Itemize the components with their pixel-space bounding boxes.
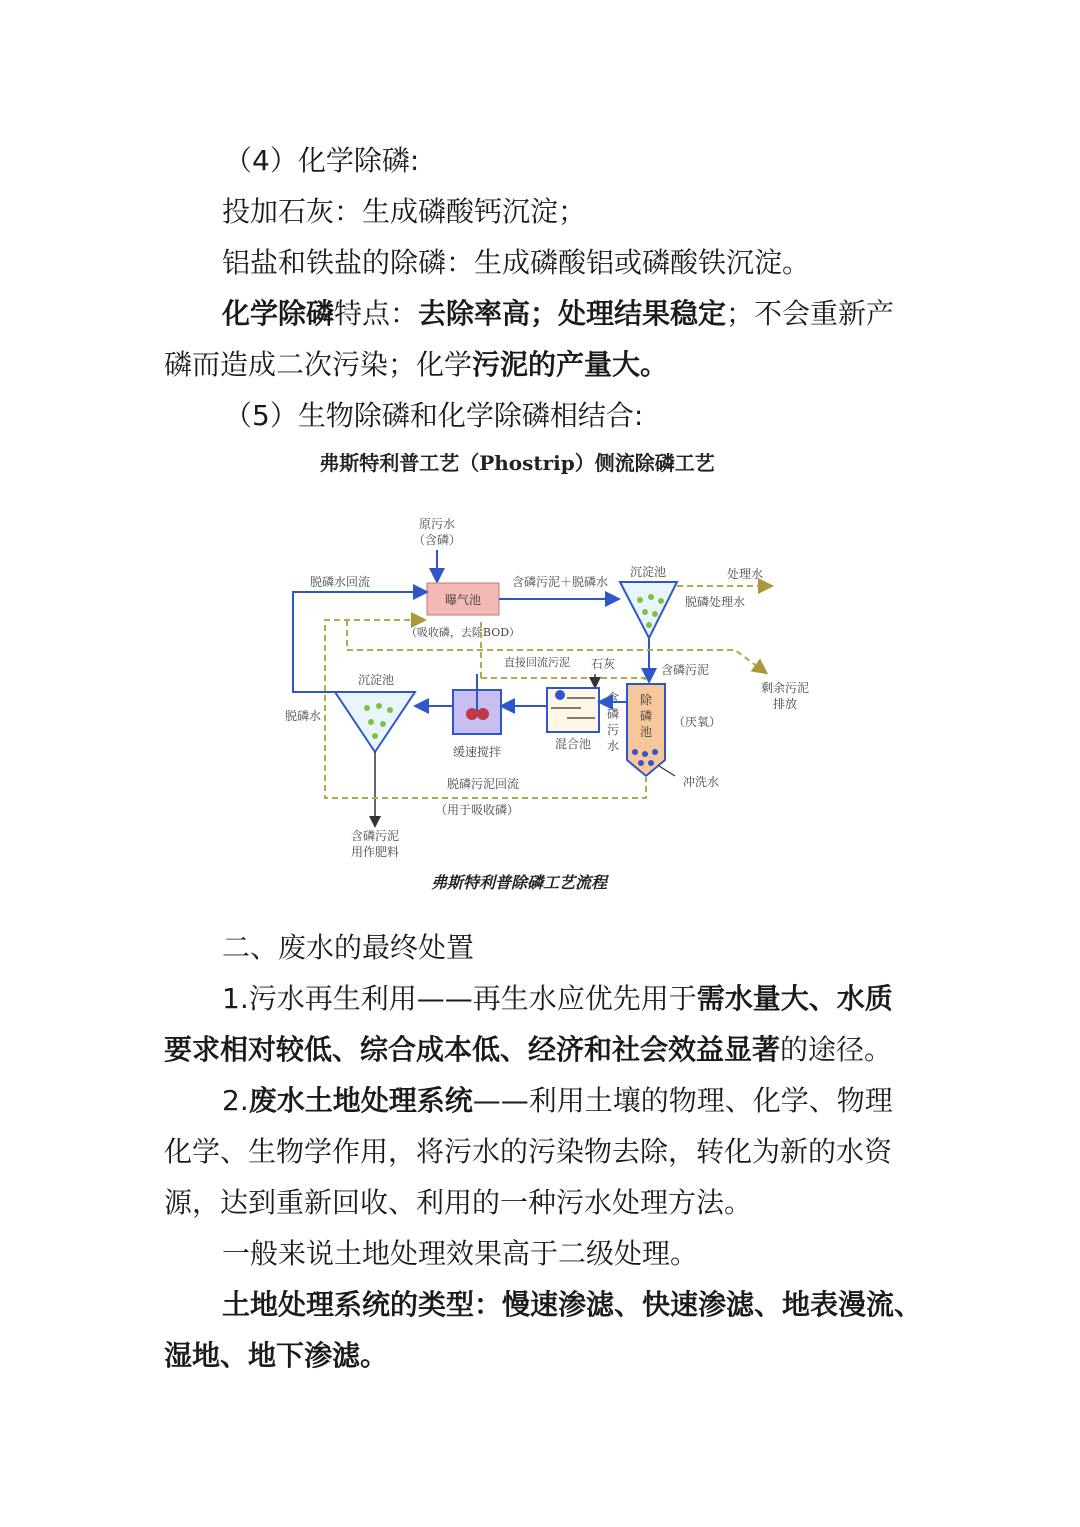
lime-label: 石灰	[590, 657, 616, 671]
direct-return-label: 直接回流污泥	[504, 656, 570, 669]
feature-no-secondary: 磷而造成二次污染；化学	[164, 348, 473, 381]
sludge-dot	[372, 733, 378, 739]
figure-caption: 弗斯特利普除磷工艺流程	[430, 873, 608, 892]
land-system-term: 废水土地处理系统	[248, 1084, 473, 1117]
land-system-line1	[222, 1081, 893, 1121]
raw-water-label: 原污水	[418, 517, 456, 531]
land-types-line2: 湿地、地下渗滤。	[164, 1339, 389, 1372]
features-label: 特点：	[334, 297, 419, 330]
land-system-line3: 源，达到重新回收、利用的一种污水处理方法。	[164, 1186, 753, 1219]
phos-sewage-char-3: 污	[606, 723, 620, 737]
figure-title: 弗斯特利普工艺（Phostrip）侧流除磷工艺	[319, 451, 715, 475]
term-chemical-removal: 化学除磷	[222, 297, 335, 330]
sludge-dot	[648, 594, 654, 600]
phos-sewage-char-1: 含	[606, 691, 620, 705]
sludge-dot	[380, 721, 386, 727]
for-absorption-label: （用于吸收磷）	[434, 803, 520, 817]
stripper-dot	[648, 760, 654, 766]
dephos-treated-water-label: 脱磷处理水	[684, 595, 746, 609]
land-effect-text: 一般来说土地处理效果高于二级处理。	[222, 1237, 699, 1270]
reuse-line2	[164, 1030, 892, 1070]
sludge-dot	[652, 611, 658, 617]
sludge-dot	[376, 703, 382, 709]
stripper-dot	[632, 749, 638, 755]
stripper-dot	[638, 760, 644, 766]
feature-no-release: ；不会重新产	[726, 297, 895, 330]
dephos-sludge-return-label: 脱磷污泥回流	[446, 777, 520, 791]
chemical-features-line2	[164, 345, 668, 385]
sludge-dot	[387, 707, 393, 713]
land-types-line1: 土地处理系统的类型：慢速渗滤、快速渗滤、地表漫流、	[222, 1288, 923, 1321]
stripper-char-2: 磷	[639, 709, 653, 723]
stripper-char-1: 除	[639, 693, 653, 707]
reuse-intro: 1.污水再生利用——再生水应优先用于	[222, 982, 697, 1015]
chemical-features-line1	[222, 294, 894, 334]
sludge-dot	[646, 622, 652, 628]
part2-heading: 二、废水的最终处置	[222, 931, 475, 964]
anaerobic-label: （厌氧）	[672, 715, 722, 729]
return-flow-label: 脱磷水回流	[309, 575, 371, 589]
fertilizer-label-2: 用作肥料	[350, 845, 400, 859]
slow-mixer-label: 缓速搅拌	[452, 745, 502, 759]
phos-sewage-char-2: 磷	[606, 707, 620, 721]
land-system-line2: 化学、生物学作用，将污水的污染物去除，转化为新的水资	[164, 1135, 893, 1168]
top-settler-label: 沉淀池	[629, 565, 667, 579]
treated-water-label: 处理水	[726, 567, 764, 581]
feature-large-sludge: 污泥的产量大。	[472, 348, 669, 381]
lime-dosing-text: 投加石灰：生成磷酸钙沉淀；	[222, 195, 587, 228]
aeration-note: （吸收磷，去除BOD）	[405, 626, 521, 639]
mixing-tank	[547, 688, 599, 732]
dephos-water-label: 脱磷水	[284, 709, 322, 723]
phostrip-diagram	[255, 440, 830, 915]
excess-sludge-discharge-label: 排放	[772, 697, 798, 711]
mixer-blade	[466, 708, 478, 720]
aeration-tank-label: 曝气池	[444, 593, 482, 607]
mixing-tank-dot	[555, 690, 565, 700]
sludge-dot	[642, 609, 648, 615]
land-num: 2.	[222, 1084, 249, 1117]
reuse-priority-2: 要求相对较低、综合成本低、经济和社会效益显著	[164, 1033, 781, 1066]
flush-water-pointer	[659, 766, 675, 776]
mixing-tank-label: 混合池	[554, 737, 592, 751]
sludge-dot	[368, 719, 374, 725]
excess-sludge-label: 剩余污泥	[760, 681, 810, 695]
sludge-dot	[658, 598, 664, 604]
left-settler-label: 沉淀池	[357, 673, 395, 687]
stripper-char-3: 池	[639, 725, 653, 739]
section4-heading: （4）化学除磷:	[224, 144, 420, 177]
top-settler	[620, 582, 677, 638]
feature-high-stable: 去除率高；处理结果稳定	[418, 297, 727, 330]
sludge-dot	[637, 597, 643, 603]
mixer-blade	[477, 708, 489, 720]
flush-water-label: 冲洗水	[682, 775, 720, 789]
reuse-end: 的途径。	[780, 1033, 893, 1066]
left-settler	[335, 692, 415, 752]
fertilizer-label-1: 含磷污泥	[350, 829, 400, 843]
al-fe-salt-text: 铝盐和铁盐的除磷：生成磷酸铝或磷酸铁沉淀。	[222, 246, 811, 279]
section5-heading: （5）生物除磷和化学除磷相结合:	[224, 399, 644, 432]
stripper-dot	[652, 749, 658, 755]
land-system-def-1: ——利用土壤的物理、化学、物理	[472, 1084, 893, 1117]
reuse-priority-1: 需水量大、水质	[696, 982, 893, 1015]
phos-sludge-label: 含磷污泥	[660, 663, 710, 677]
reuse-line1	[222, 979, 893, 1019]
sludge-plus-water-label: 含磷污泥＋脱磷水	[511, 575, 609, 589]
stripper-dot	[642, 751, 648, 757]
phos-sewage-char-4: 水	[606, 739, 620, 753]
sludge-dot	[364, 705, 370, 711]
raw-water-sub-label: （含磷）	[412, 533, 462, 547]
